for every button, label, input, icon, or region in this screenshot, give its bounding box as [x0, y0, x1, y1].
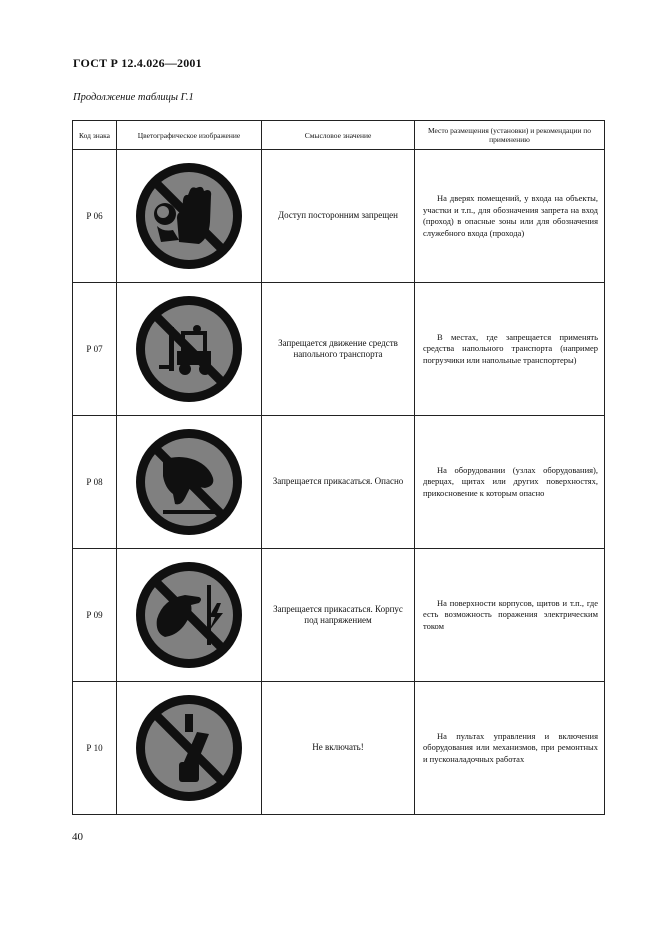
no-forklift-icon: [133, 293, 245, 405]
table-row: [73, 549, 605, 682]
sign-code: Р 10: [73, 682, 117, 815]
table-header-row: [73, 121, 605, 150]
sign-meaning: Не включать!: [262, 682, 415, 815]
column-header-placement: Место размещения (установки) и рекомендации по применению: [415, 121, 605, 150]
sign-image-cell: [117, 416, 262, 549]
sign-image-cell: [117, 150, 262, 283]
sign-code: Р 06: [73, 150, 117, 283]
no-touch-electric-icon: [133, 559, 245, 671]
sign-code: Р 08: [73, 416, 117, 549]
sign-code: Р 09: [73, 549, 117, 682]
document-title: ГОСТ Р 12.4.026—2001: [73, 56, 202, 70]
sign-image-cell: [117, 549, 262, 682]
do-not-switch-on-icon: [133, 692, 245, 804]
sign-placement: В местах, где запрещается применять средства напольного транспорта (например погрузчики или напольные транспортеры): [415, 283, 605, 416]
sign-placement: На дверях помещений, у входа на объекты, участки и т.п., для обозначения запрета на вход (проход) в опасные зоны или для обозначения служебного входа (прохода): [415, 150, 605, 283]
sign-placement: На оборудовании (узлах оборудования), дверцах, щитах или других поверхностях, прикосновение к которым опасно: [415, 416, 605, 549]
table-continuation-caption: Продолжение таблицы Г.1: [73, 92, 194, 103]
no-access-hand-icon: [133, 160, 245, 272]
table-row: [73, 682, 605, 815]
sign-meaning: Доступ посторонним запрещен: [262, 150, 415, 283]
no-touch-icon: [133, 426, 245, 538]
sign-meaning: Запрещается прикасаться. Опасно: [262, 416, 415, 549]
page-number: 40: [72, 831, 83, 843]
column-header-meaning: Смысловое значение: [262, 121, 415, 150]
sign-placement: На пультах управления и включения оборудования или механизмов, при ремонтных и пусконаладочных работах: [415, 682, 605, 815]
prohibition-signs-table: [72, 120, 605, 815]
sign-code: Р 07: [73, 283, 117, 416]
sign-placement: На поверхности корпусов, щитов и т.п., где есть возможность поражения электрическим током: [415, 549, 605, 682]
sign-image-cell: [117, 283, 262, 416]
table-row: [73, 150, 605, 283]
sign-meaning: Запрещается движение средств напольного транспорта: [262, 283, 415, 416]
column-header-image: Цветографическое изображение: [117, 121, 262, 150]
sign-meaning: Запрещается прикасаться. Корпус под напряжением: [262, 549, 415, 682]
table-row: [73, 283, 605, 416]
sign-image-cell: [117, 682, 262, 815]
table-row: [73, 416, 605, 549]
column-header-code: Код знака: [73, 121, 117, 150]
